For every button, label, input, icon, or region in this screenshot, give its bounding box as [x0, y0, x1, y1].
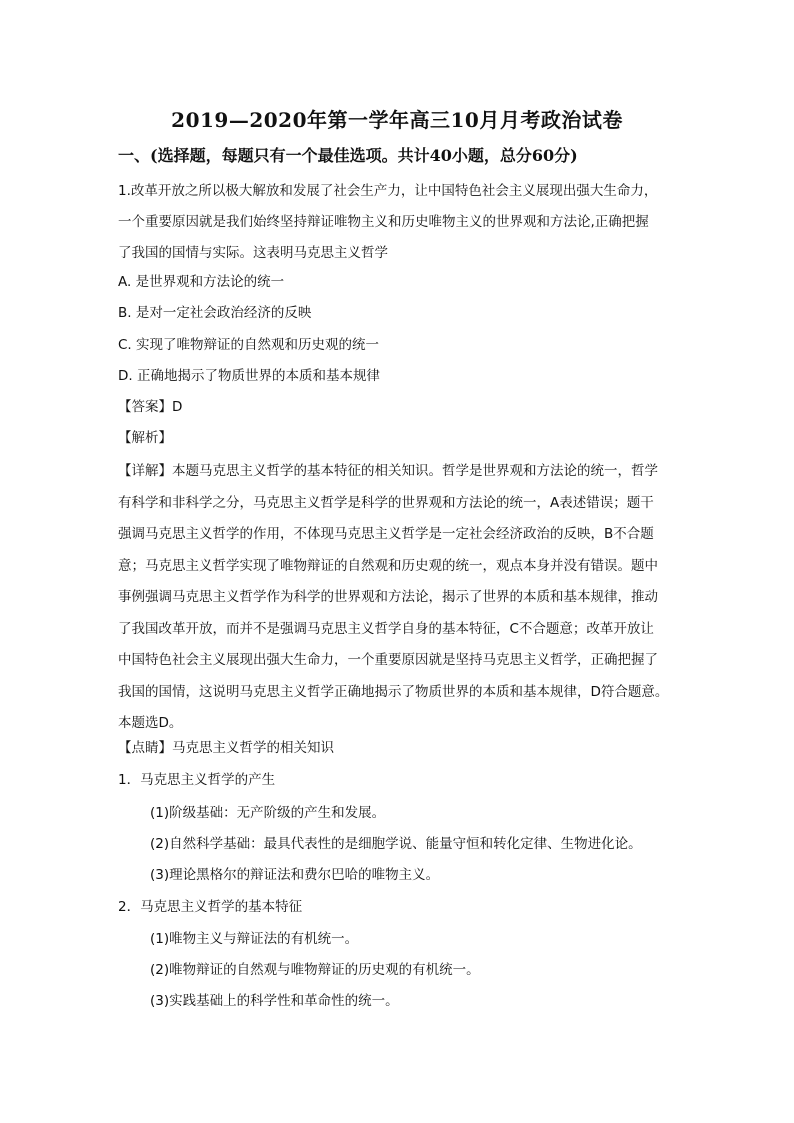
option-d: D. 正确地揭示了物质世界的本质和基本规律 — [118, 368, 380, 384]
detail-line: 【详解】本题马克思主义哲学的基本特征的相关知识。哲学是世界观和方法论的统一，哲学 — [118, 463, 658, 479]
page-title: 2019—2020年第一学年高三10月月考政治试卷 — [171, 108, 623, 132]
question-line: 1.改革开放之所以极大解放和发展了社会生产力，让中国特色社会主义展现出强大生命力， — [118, 183, 658, 199]
question-line: 一个重要原因就是我们始终坚持辩证唯物主义和历史唯物主义的世界观和方法论,正确把握 — [118, 214, 649, 230]
detail-line: 事例强调马克思主义哲学作为科学的世界观和方法论，揭示了世界的本质和基本规律，推动 — [118, 589, 658, 605]
outline-item: (1)唯物主义与辩证法的有机统一。 — [150, 931, 359, 947]
outline-item: (1)阶级基础：无产阶级的产生和发展。 — [150, 805, 386, 821]
outline-item: (3)理论黑格尔的辩证法和费尔巴哈的唯物主义。 — [150, 867, 440, 883]
outline-item: (2)自然科学基础：最具代表性的是细胞学说、能量守恒和转化定律、生物进化论。 — [150, 836, 642, 852]
outline-item: (3)实践基础上的科学性和革命性的统一。 — [150, 993, 399, 1009]
option-a: A. 是世界观和方法论的统一 — [118, 274, 285, 290]
detail-line: 意；马克思主义哲学实现了唯物辩证的自然观和历史观的统一，观点本身并没有错误。题中 — [118, 557, 658, 574]
question-stem — [118, 176, 680, 269]
detail-line: 中国特色社会主义展现出强大生命力，一个重要原因就是坚持马克思主义哲学，正确把握了 — [118, 652, 658, 668]
analysis-label: 【解析】 — [118, 430, 172, 446]
outline-item: (2)唯物辩证的自然观与唯物辩证的历史观的有机统一。 — [150, 962, 480, 978]
outline-heading-1: 1．马克思主义哲学的产生 — [118, 772, 276, 788]
outline-heading-2: 2．马克思主义哲学的基本特征 — [118, 899, 303, 915]
option-b: B. 是对一定社会政治经济的反映 — [118, 305, 312, 321]
answer-label: 【答案】D — [118, 399, 183, 415]
detail-line: 我国的国情，这说明马克思主义哲学正确地揭示了物质世界的本质和基本规律，D符合题意。 — [118, 683, 669, 700]
detail-line: 本题选D。 — [118, 715, 183, 731]
section-header: 一、(选择题，每题只有一个最佳选项。共计40小题，总分60分) — [118, 146, 578, 165]
detail-line: 有科学和非科学之分，马克思主义哲学是科学的世界观和方法论的统一，A表述错误；题干 — [118, 494, 654, 511]
detail-explanation — [118, 456, 680, 740]
point-label: 【点睛】马克思主义哲学的相关知识 — [118, 740, 334, 756]
detail-line: 强调马克思主义哲学的作用，不体现马克思主义哲学是一定社会经济政治的反映，B不合题 — [118, 526, 654, 542]
question-line: 了我国的国情与实际。这表明马克思主义哲学 — [118, 245, 388, 261]
detail-line: 了我国改革开放，而并不是强调马克思主义哲学自身的基本特征，C不合题意；改革开放让 — [118, 620, 654, 637]
option-c: C. 实现了唯物辩证的自然观和历史观的统一 — [118, 337, 380, 353]
